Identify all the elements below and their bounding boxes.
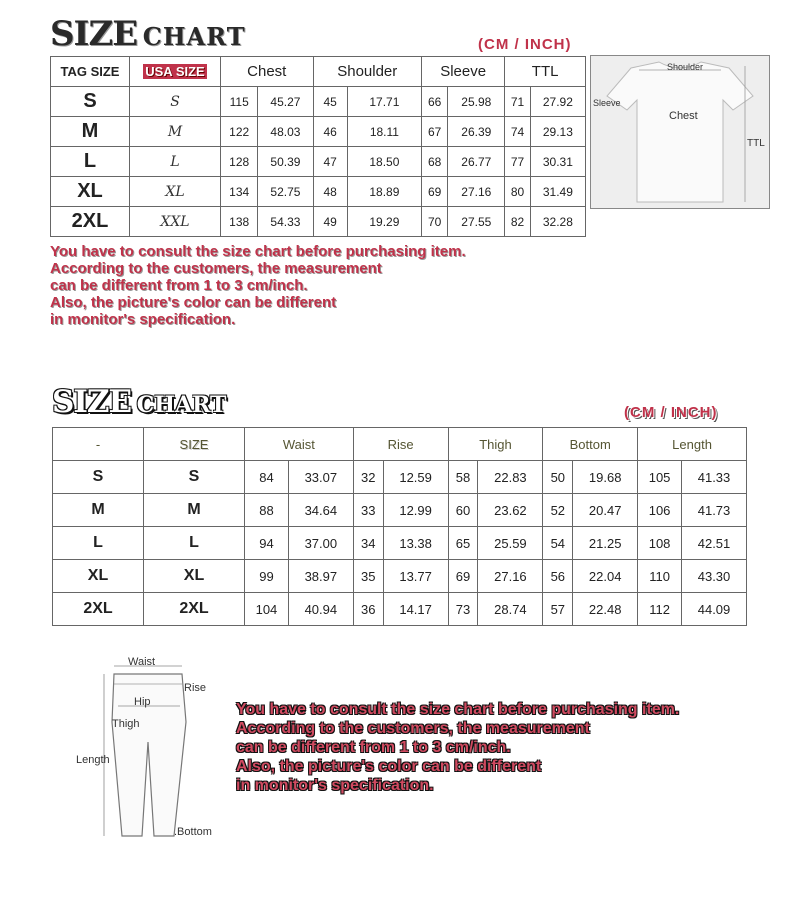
value-cell-length-cm: 106 [638, 494, 682, 527]
top-title-size: SIZE [50, 14, 138, 54]
value-cell-sleeve-cm: 68 [421, 147, 447, 177]
value-cell-chest-in: 54.33 [258, 207, 313, 237]
header-rise: Rise [353, 428, 448, 461]
size-cell: L [144, 527, 245, 560]
value-cell-thigh-cm: 58 [448, 461, 478, 494]
size-cell: XL [144, 560, 245, 593]
value-cell-bottom-cm: 54 [543, 527, 573, 560]
value-cell-chest-cm: 122 [221, 117, 258, 147]
tag-size-cell: XL [51, 177, 130, 207]
value-cell-length-cm: 108 [638, 527, 682, 560]
value-cell-rise-in: 12.99 [383, 494, 448, 527]
value-cell-shoulder-in: 18.89 [347, 177, 421, 207]
value-cell-chest-in: 45.27 [258, 87, 313, 117]
shirt-label-chest: Chest [669, 110, 698, 122]
header-usa-size [130, 57, 221, 87]
value-cell-chest-in: 50.39 [258, 147, 313, 177]
value-cell-sleeve-cm: 70 [421, 207, 447, 237]
table-row [51, 147, 586, 177]
value-cell-rise-cm: 35 [353, 560, 383, 593]
shirt-label-ttl: TTL [747, 138, 765, 149]
bottom-note-line: can be different from 1 to 3 cm/inch. [236, 739, 511, 756]
top-title-chart: CHART [142, 22, 246, 51]
tag-size-cell: 2XL [51, 207, 130, 237]
bottom-notes [236, 700, 679, 795]
table-row [51, 87, 586, 117]
top-size-table [50, 56, 586, 237]
value-cell-rise-in: 13.38 [383, 527, 448, 560]
header-thigh: Thigh [448, 428, 543, 461]
value-cell-bottom-cm: 57 [543, 593, 573, 626]
value-cell-ttl-in: 32.28 [530, 207, 585, 237]
header-shoulder: Shoulder [313, 57, 421, 87]
value-cell-chest-in: 52.75 [258, 177, 313, 207]
value-cell-chest-cm: 134 [221, 177, 258, 207]
value-cell-thigh-in: 28.74 [478, 593, 543, 626]
value-cell-rise-cm: 34 [353, 527, 383, 560]
value-cell-bottom-in: 22.48 [573, 593, 638, 626]
pants-label-length: Length [76, 754, 110, 766]
top-chart-title [50, 14, 246, 54]
value-cell-chest-cm: 115 [221, 87, 258, 117]
value-cell-ttl-in: 27.92 [530, 87, 585, 117]
value-cell-length-cm: 110 [638, 560, 682, 593]
value-cell-waist-cm: 84 [245, 461, 289, 494]
header-chest: Chest [221, 57, 314, 87]
value-cell-shoulder-cm: 48 [313, 177, 347, 207]
pants-label-rise: Rise [184, 682, 207, 694]
value-cell-bottom-cm: 52 [543, 494, 573, 527]
value-cell-sleeve-in: 27.55 [448, 207, 505, 237]
value-cell-length-in: 44.09 [682, 593, 747, 626]
value-cell-waist-in: 33.07 [288, 461, 353, 494]
value-cell-sleeve-in: 26.77 [448, 147, 505, 177]
top-notes [50, 243, 466, 328]
tag-size-cell: L [53, 527, 144, 560]
shirt-label-shoulder: Shoulder [667, 62, 704, 72]
value-cell-waist-in: 37.00 [288, 527, 353, 560]
value-cell-sleeve-cm: 67 [421, 117, 447, 147]
value-cell-ttl-cm: 74 [505, 117, 531, 147]
value-cell-chest-cm: 138 [221, 207, 258, 237]
bottom-note-line: According to the customers, the measurement [236, 720, 590, 737]
header-tag-size: TAG SIZE [51, 57, 130, 87]
value-cell-bottom-in: 22.04 [573, 560, 638, 593]
value-cell-ttl-cm: 82 [505, 207, 531, 237]
value-cell-bottom-cm: 50 [543, 461, 573, 494]
top-table-body [51, 87, 586, 237]
value-cell-sleeve-in: 26.39 [448, 117, 505, 147]
value-cell-chest-in: 48.03 [258, 117, 313, 147]
usa-size-badge: USA SIZE [145, 64, 205, 79]
header-ttl: TTL [505, 57, 586, 87]
value-cell-ttl-cm: 77 [505, 147, 531, 177]
top-note-line: According to the customers, the measurement [50, 260, 382, 277]
usa-size-cell: S [130, 87, 221, 117]
table-row [53, 560, 747, 593]
value-cell-shoulder-cm: 47 [313, 147, 347, 177]
value-cell-waist-cm: 99 [245, 560, 289, 593]
value-cell-rise-cm: 36 [353, 593, 383, 626]
value-cell-bottom-in: 20.47 [573, 494, 638, 527]
value-cell-sleeve-cm: 69 [421, 177, 447, 207]
header-blank: - [53, 428, 144, 461]
value-cell-waist-in: 40.94 [288, 593, 353, 626]
bottom-unit-label: (CM / INCH) [624, 404, 718, 421]
value-cell-thigh-cm: 73 [448, 593, 478, 626]
size-cell: 2XL [144, 593, 245, 626]
top-table-header [51, 57, 586, 87]
value-cell-waist-in: 34.64 [288, 494, 353, 527]
header-waist: Waist [245, 428, 354, 461]
value-cell-length-in: 41.73 [682, 494, 747, 527]
usa-size-cell: XL [130, 177, 221, 207]
pants-label-waist: Waist [128, 656, 156, 668]
table-row [53, 527, 747, 560]
header-length: Length [638, 428, 747, 461]
pants-label-hip: Hip [134, 696, 151, 708]
bottom-size-table [52, 427, 747, 626]
top-note-line: in monitor's specification. [50, 311, 236, 328]
value-cell-rise-cm: 33 [353, 494, 383, 527]
bottom-note-line: in monitor's specification. [236, 777, 434, 794]
value-cell-sleeve-cm: 66 [421, 87, 447, 117]
tag-size-cell: S [53, 461, 144, 494]
top-note-line: You have to consult the size chart before purchasing item. [50, 243, 466, 260]
value-cell-shoulder-cm: 46 [313, 117, 347, 147]
shirt-label-sleeve: Sleeve [593, 98, 621, 108]
value-cell-shoulder-in: 19.29 [347, 207, 421, 237]
tag-size-cell: XL [53, 560, 144, 593]
value-cell-thigh-in: 23.62 [478, 494, 543, 527]
tag-size-cell: L [51, 147, 130, 177]
bottom-note-line: Also, the picture's color can be different [236, 758, 542, 775]
value-cell-chest-cm: 128 [221, 147, 258, 177]
value-cell-shoulder-cm: 45 [313, 87, 347, 117]
value-cell-rise-in: 12.59 [383, 461, 448, 494]
usa-size-cell: XXL [130, 207, 221, 237]
pants-label-bottom: .Bottom [174, 826, 212, 838]
value-cell-rise-cm: 32 [353, 461, 383, 494]
table-row [53, 494, 747, 527]
value-cell-thigh-in: 27.16 [478, 560, 543, 593]
value-cell-rise-in: 14.17 [383, 593, 448, 626]
usa-size-cell: L [130, 147, 221, 177]
table-row [51, 177, 586, 207]
value-cell-ttl-in: 31.49 [530, 177, 585, 207]
size-cell: M [144, 494, 245, 527]
header-sleeve: Sleeve [421, 57, 504, 87]
usa-size-cell: M [130, 117, 221, 147]
value-cell-length-cm: 105 [638, 461, 682, 494]
value-cell-thigh-cm: 69 [448, 560, 478, 593]
value-cell-length-in: 42.51 [682, 527, 747, 560]
pants-label-thigh: Thigh [112, 718, 140, 730]
pants-diagram [70, 652, 220, 848]
value-cell-ttl-in: 29.13 [530, 117, 585, 147]
table-row [53, 593, 747, 626]
value-cell-waist-in: 38.97 [288, 560, 353, 593]
value-cell-bottom-in: 19.68 [573, 461, 638, 494]
value-cell-length-in: 43.30 [682, 560, 747, 593]
header-bottom: Bottom [543, 428, 638, 461]
bottom-note-line: You have to consult the size chart before purchasing item. [236, 701, 680, 718]
value-cell-waist-cm: 94 [245, 527, 289, 560]
value-cell-sleeve-in: 27.16 [448, 177, 505, 207]
table-row [51, 117, 586, 147]
tag-size-cell: M [51, 117, 130, 147]
bottom-chart-title [52, 384, 226, 420]
value-cell-thigh-in: 22.83 [478, 461, 543, 494]
value-cell-rise-in: 13.77 [383, 560, 448, 593]
top-note-line: can be different from 1 to 3 cm/inch. [50, 277, 308, 294]
tag-size-cell: S [51, 87, 130, 117]
tag-size-cell: M [53, 494, 144, 527]
value-cell-length-in: 41.33 [682, 461, 747, 494]
value-cell-waist-cm: 88 [245, 494, 289, 527]
value-cell-shoulder-in: 18.50 [347, 147, 421, 177]
value-cell-bottom-in: 21.25 [573, 527, 638, 560]
header-size: SIZE [144, 428, 245, 461]
value-cell-thigh-cm: 60 [448, 494, 478, 527]
value-cell-shoulder-in: 17.71 [347, 87, 421, 117]
value-cell-length-cm: 112 [638, 593, 682, 626]
value-cell-ttl-cm: 80 [505, 177, 531, 207]
size-cell: S [144, 461, 245, 494]
value-cell-waist-cm: 104 [245, 593, 289, 626]
value-cell-shoulder-cm: 49 [313, 207, 347, 237]
bottom-table-header [53, 428, 747, 461]
tshirt-icon [591, 56, 769, 208]
table-row [53, 461, 747, 494]
value-cell-ttl-cm: 71 [505, 87, 531, 117]
table-row [51, 207, 586, 237]
value-cell-sleeve-in: 25.98 [448, 87, 505, 117]
bottom-title-chart: CHART [136, 392, 227, 418]
shirt-diagram [590, 55, 770, 209]
value-cell-thigh-cm: 65 [448, 527, 478, 560]
value-cell-shoulder-in: 18.11 [347, 117, 421, 147]
value-cell-ttl-in: 30.31 [530, 147, 585, 177]
top-unit-label: (CM / INCH) [478, 36, 572, 53]
top-note-line: Also, the picture's color can be different [50, 294, 337, 311]
tag-size-cell: 2XL [53, 593, 144, 626]
value-cell-thigh-in: 25.59 [478, 527, 543, 560]
value-cell-bottom-cm: 56 [543, 560, 573, 593]
bottom-title-size: SIZE [52, 384, 132, 420]
bottom-table-body [53, 461, 747, 626]
